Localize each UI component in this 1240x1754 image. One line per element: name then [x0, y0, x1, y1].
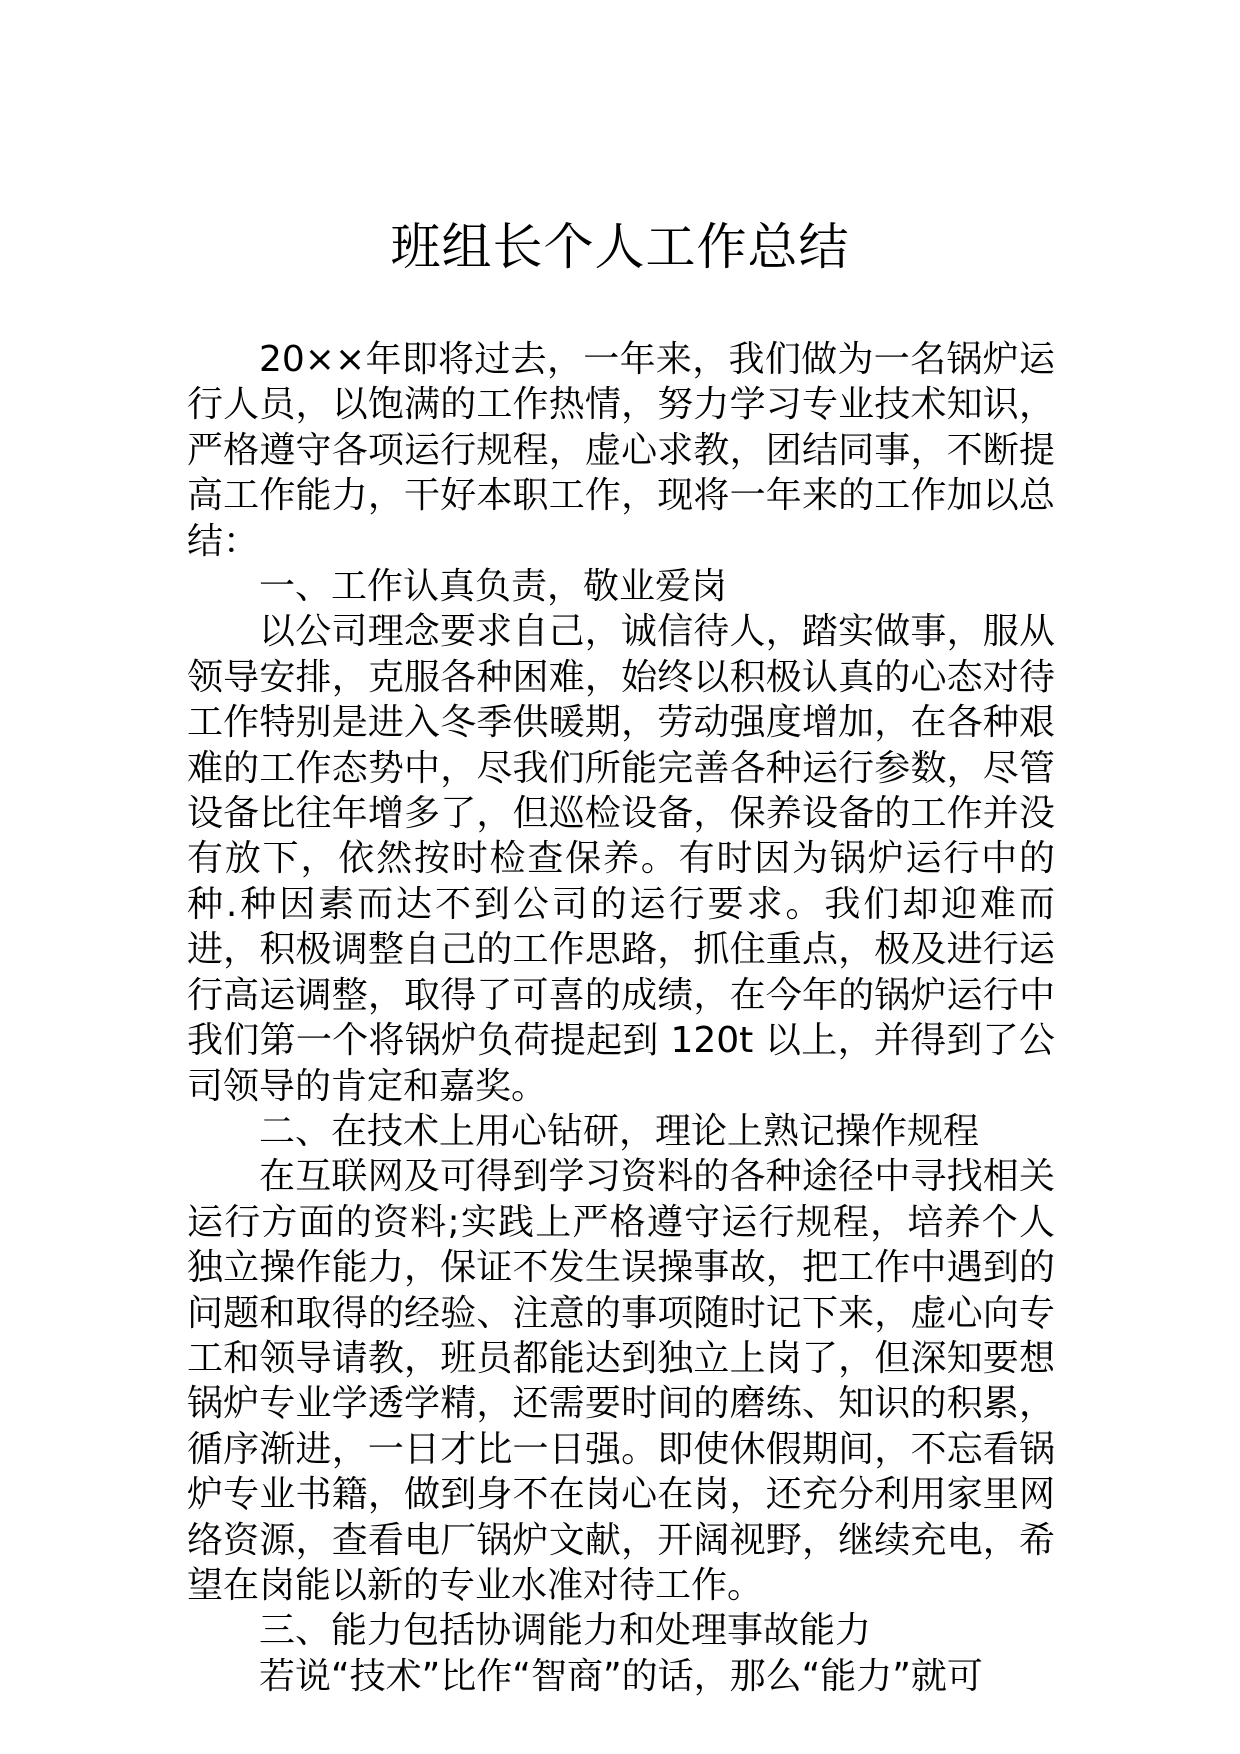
document-body — [187, 337, 1055, 1699]
paragraph-intro: 20××年即将过去，一年来，我们做为一名锅炉运行人员，以饱满的工作热情，努力学习专业技术知识，严格遵守各项运行规程，虚心求教，团结同事，不断提高工作能力，干好本职工作，现将一年来的工作加以总结： — [187, 339, 1055, 562]
paragraph-section-2: 在互联网及可得到学习资料的各种途径中寻找相关运行方面的资料;实践上严格遵守运行规程，培养个人独立操作能力，保证不发生误操事故，把工作中遇到的问题和取得的经验、注意的事项随时记下来，虚心向专工和领导请教，班员都能达到独立上岗了，但深知要想锅炉专业学透学精，还需要时间的磨练、知识的积累，循序渐进，一日才比一日强。即使休假期间，不忘看锅炉专业书籍，做到身不在岗心在岗，还充分利用家里网络资源，查看电厂锅炉文献，开阔视野，继续充电，希望在岗能以新的专业水准对待工作。 — [187, 1156, 1055, 1606]
paragraph-section-1: 以公司理念要求自己，诚信待人，踏实做事，服从领导安排，克服各种困难，始终以积极认真的心态对待工作特别是进入冬季供暖期，劳动强度增加，在各种艰难的工作态势中，尽我们所能完善各种运行参数，尽管设备比往年增多了，但巡检设备，保养设备的工作并没有放下，依然按时检查保养。有时因为锅炉运行中的种.种因素而达不到公司的运行要求。我们却迎难而进，积极调整自己的工作思路，抓住重点，极及进行运行高运调整，取得了可喜的成绩，在今年的锅炉运行中我们第一个将锅炉负荷提起到 120t 以上，并得到了公司领导的肯定和嘉奖。 — [187, 611, 1055, 1107]
section-heading-2: 二、在技术上用心钻研，理论上熟记操作规程 — [259, 1110, 980, 1152]
paragraph-section-3: 若说“技术”比作“智商”的话，那么“能力”就可 — [259, 1655, 983, 1697]
document-title: 班组长个人工作总结 — [390, 218, 850, 276]
section-heading-3: 三、能力包括协调能力和处理事故能力 — [259, 1610, 872, 1652]
section-heading-1: 一、工作认真负责，敬业爱岗 — [259, 566, 728, 608]
